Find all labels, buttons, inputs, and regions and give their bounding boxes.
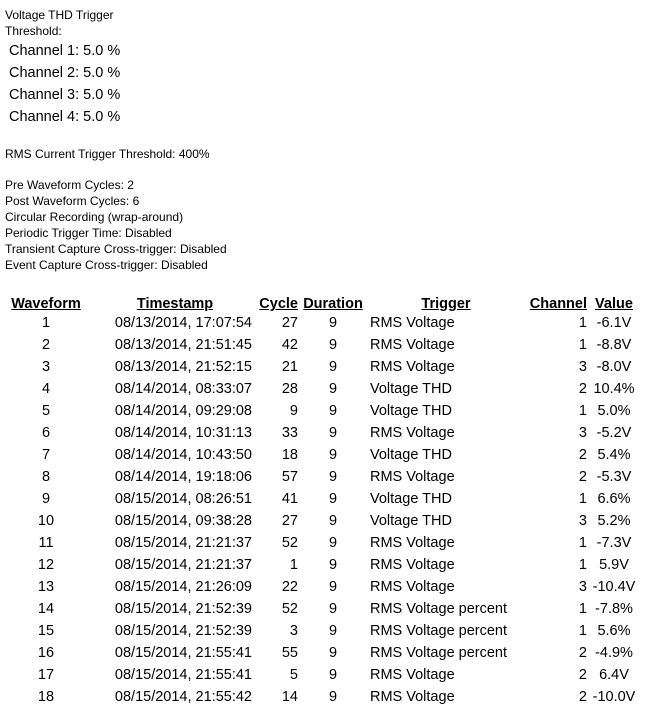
cell-trigger: RMS Voltage xyxy=(370,359,455,375)
cell-timestamp: 08/15/2014, 21:55:41 xyxy=(114,645,252,661)
cell-channel: 3 xyxy=(578,359,587,375)
table-row xyxy=(4,356,641,378)
cell-value: 6.6% xyxy=(597,491,631,507)
cell-value: -7.8% xyxy=(595,601,633,617)
cell-value: -5.3V xyxy=(596,469,632,485)
cell-timestamp: 08/14/2014, 10:31:13 xyxy=(114,425,252,441)
cell-trigger: RMS Voltage xyxy=(370,689,455,705)
table-row xyxy=(4,554,641,576)
cell-waveform: 9 xyxy=(41,491,51,507)
cell-trigger: RMS Voltage xyxy=(370,557,455,573)
cell-trigger: RMS Voltage percent xyxy=(370,601,508,617)
cell-cycle: 22 xyxy=(281,579,298,595)
cell-trigger: Voltage THD xyxy=(370,447,452,463)
cell-cycle: 14 xyxy=(281,689,298,705)
transient-cross-trigger: Transient Capture Cross-trigger: Disabled xyxy=(5,242,227,256)
cell-trigger: RMS Voltage xyxy=(370,535,455,551)
cell-waveform: 12 xyxy=(37,557,55,573)
cell-value: -10.4V xyxy=(592,579,636,595)
cell-trigger: Voltage THD xyxy=(370,381,452,397)
cell-duration: 9 xyxy=(328,535,338,551)
cell-timestamp: 08/15/2014, 21:52:39 xyxy=(114,623,252,639)
cell-trigger: RMS Voltage xyxy=(370,425,455,441)
cell-trigger: Voltage THD xyxy=(370,403,452,419)
table-row xyxy=(4,642,641,664)
table-header-row xyxy=(4,290,641,312)
table-row xyxy=(4,422,641,444)
cell-channel: 1 xyxy=(578,557,587,573)
cell-waveform: 16 xyxy=(37,645,55,661)
channel-threshold-3: Channel 3: 5.0 % xyxy=(9,87,121,103)
cell-timestamp: 08/15/2014, 21:26:09 xyxy=(114,579,252,595)
table-row xyxy=(4,576,641,598)
cell-cycle: 55 xyxy=(281,645,298,661)
cell-value: 5.6% xyxy=(597,623,631,639)
cell-timestamp: 08/15/2014, 21:55:42 xyxy=(114,689,252,705)
cell-duration: 9 xyxy=(328,381,338,397)
table-row xyxy=(4,488,641,510)
cell-value: -6.1V xyxy=(596,315,632,331)
cell-channel: 1 xyxy=(578,337,587,353)
cell-channel: 2 xyxy=(578,447,587,463)
cell-trigger: RMS Voltage xyxy=(370,315,455,331)
channel-threshold-2: Channel 2: 5.0 % xyxy=(9,65,121,81)
table-row xyxy=(4,620,641,642)
cell-cycle: 52 xyxy=(281,535,298,551)
cell-waveform: 14 xyxy=(37,601,55,617)
cell-channel: 2 xyxy=(578,645,587,661)
table-row xyxy=(4,598,641,620)
cell-trigger: RMS Voltage percent xyxy=(370,623,508,639)
cell-channel: 3 xyxy=(578,513,587,529)
cell-trigger: RMS Voltage xyxy=(370,469,455,485)
cell-duration: 9 xyxy=(328,403,338,419)
cell-value: -10.0V xyxy=(592,689,636,705)
cell-trigger: RMS Voltage xyxy=(370,579,455,595)
cell-value: 5.9V xyxy=(599,557,629,573)
channel-threshold-4: Channel 4: 5.0 % xyxy=(9,109,121,125)
cell-trigger: Voltage THD xyxy=(370,491,452,507)
cell-timestamp: 08/15/2014, 21:55:41 xyxy=(114,667,252,683)
cell-channel: 3 xyxy=(578,579,587,595)
cell-timestamp: 08/13/2014, 21:52:15 xyxy=(114,359,252,375)
cell-duration: 9 xyxy=(328,425,338,441)
cell-value: 10.4% xyxy=(593,381,635,397)
cell-waveform: 7 xyxy=(41,447,51,463)
col-header-value: Value xyxy=(595,296,633,312)
table-row xyxy=(4,312,641,334)
cell-duration: 9 xyxy=(328,557,338,573)
cell-timestamp: 08/14/2014, 08:33:07 xyxy=(114,381,252,397)
post-waveform-cycles: Post Waveform Cycles: 6 xyxy=(5,194,140,208)
cell-duration: 9 xyxy=(328,601,338,617)
cell-channel: 1 xyxy=(578,623,587,639)
table-row xyxy=(4,400,641,422)
cell-duration: 9 xyxy=(328,667,338,683)
cell-cycle: 57 xyxy=(281,469,298,485)
cell-waveform: 4 xyxy=(41,381,51,397)
rms-current-threshold: RMS Current Trigger Threshold: 400% xyxy=(5,147,210,161)
cell-waveform: 2 xyxy=(41,337,51,353)
cell-waveform: 18 xyxy=(37,689,55,705)
cell-duration: 9 xyxy=(328,579,338,595)
cell-cycle: 41 xyxy=(281,491,298,507)
table-row xyxy=(4,510,641,532)
cell-cycle: 5 xyxy=(289,667,298,683)
table-row xyxy=(4,378,641,400)
cell-timestamp: 08/13/2014, 17:07:54 xyxy=(114,315,252,331)
cell-duration: 9 xyxy=(328,513,338,529)
cell-cycle: 1 xyxy=(289,557,298,573)
cell-waveform: 1 xyxy=(41,315,51,331)
cell-waveform: 13 xyxy=(37,579,55,595)
col-header-cycle: Cycle xyxy=(259,296,298,312)
cell-trigger: RMS Voltage xyxy=(370,337,455,353)
cell-cycle: 33 xyxy=(281,425,298,441)
cell-channel: 1 xyxy=(578,535,587,551)
cell-duration: 9 xyxy=(328,491,338,507)
cell-value: -7.3V xyxy=(596,535,632,551)
periodic-trigger-time: Periodic Trigger Time: Disabled xyxy=(5,226,172,240)
cell-value: 5.0% xyxy=(597,403,631,419)
col-header-trigger: Trigger xyxy=(421,296,471,312)
cell-channel: 1 xyxy=(578,403,587,419)
cell-channel: 2 xyxy=(578,381,587,397)
cell-cycle: 21 xyxy=(281,359,298,375)
table-row xyxy=(4,466,641,488)
waveform-table xyxy=(4,290,641,708)
cell-waveform: 3 xyxy=(41,359,51,375)
cell-cycle: 42 xyxy=(281,337,298,353)
cell-timestamp: 08/15/2014, 21:21:37 xyxy=(114,557,252,573)
event-cross-trigger: Event Capture Cross-trigger: Disabled xyxy=(5,258,208,272)
table-row xyxy=(4,686,641,708)
cell-channel: 1 xyxy=(578,491,587,507)
cell-cycle: 27 xyxy=(281,513,298,529)
cell-waveform: 8 xyxy=(41,469,51,485)
cell-channel: 1 xyxy=(578,315,587,331)
cell-value: -8.0V xyxy=(596,359,632,375)
cell-waveform: 10 xyxy=(37,513,55,529)
cell-timestamp: 08/15/2014, 21:52:39 xyxy=(114,601,252,617)
col-header-timestamp: Timestamp xyxy=(136,296,214,312)
table-row xyxy=(4,334,641,356)
table-row xyxy=(4,444,641,466)
cell-duration: 9 xyxy=(328,645,338,661)
cell-cycle: 9 xyxy=(289,403,298,419)
circular-recording: Circular Recording (wrap-around) xyxy=(5,210,184,224)
cell-waveform: 11 xyxy=(38,535,54,551)
cell-duration: 9 xyxy=(328,689,338,705)
cell-cycle: 27 xyxy=(281,315,298,331)
col-header-channel: Channel xyxy=(529,296,587,312)
cell-value: -8.8V xyxy=(596,337,632,353)
cell-channel: 2 xyxy=(578,469,587,485)
cell-duration: 9 xyxy=(328,359,338,375)
cell-value: -5.2V xyxy=(596,425,632,441)
table-row xyxy=(4,664,641,686)
cell-value: -4.9% xyxy=(595,645,633,661)
cell-channel: 1 xyxy=(578,601,587,617)
cell-duration: 9 xyxy=(328,623,338,639)
cell-trigger: RMS Voltage percent xyxy=(370,645,508,661)
cell-timestamp: 08/14/2014, 09:29:08 xyxy=(114,403,252,419)
cell-waveform: 17 xyxy=(37,667,55,683)
cell-cycle: 3 xyxy=(289,623,298,639)
col-header-waveform: Waveform xyxy=(11,296,81,312)
cell-timestamp: 08/15/2014, 21:21:37 xyxy=(114,535,252,551)
table-row xyxy=(4,532,641,554)
cell-cycle: 52 xyxy=(281,601,298,617)
cell-timestamp: 08/15/2014, 09:38:28 xyxy=(114,513,252,529)
cell-duration: 9 xyxy=(328,469,338,485)
cell-timestamp: 08/14/2014, 19:18:06 xyxy=(114,469,252,485)
col-header-duration: Duration xyxy=(303,296,363,312)
cell-trigger: RMS Voltage xyxy=(370,667,455,683)
cell-value: 5.4% xyxy=(597,447,631,463)
cell-trigger: Voltage THD xyxy=(370,513,452,529)
cell-duration: 9 xyxy=(328,447,338,463)
cell-duration: 9 xyxy=(328,315,338,331)
cell-duration: 9 xyxy=(328,337,338,353)
voltage-thd-title: Voltage THD Trigger xyxy=(5,8,114,22)
cell-cycle: 28 xyxy=(281,381,298,397)
cell-channel: 2 xyxy=(578,667,587,683)
cell-value: 5.2% xyxy=(597,513,631,529)
channel-threshold-1: Channel 1: 5.0 % xyxy=(9,43,121,59)
cell-waveform: 15 xyxy=(37,623,55,639)
cell-timestamp: 08/14/2014, 10:43:50 xyxy=(114,447,252,463)
cell-cycle: 18 xyxy=(281,447,298,463)
threshold-label: Threshold: xyxy=(5,24,62,38)
cell-channel: 3 xyxy=(578,425,587,441)
cell-channel: 2 xyxy=(578,689,587,705)
pre-waveform-cycles: Pre Waveform Cycles: 2 xyxy=(5,178,134,192)
cell-value: 6.4V xyxy=(599,667,629,683)
cell-timestamp: 08/13/2014, 21:51:45 xyxy=(114,337,252,353)
cell-timestamp: 08/15/2014, 08:26:51 xyxy=(114,491,252,507)
cell-waveform: 5 xyxy=(41,403,51,419)
cell-waveform: 6 xyxy=(41,425,51,441)
